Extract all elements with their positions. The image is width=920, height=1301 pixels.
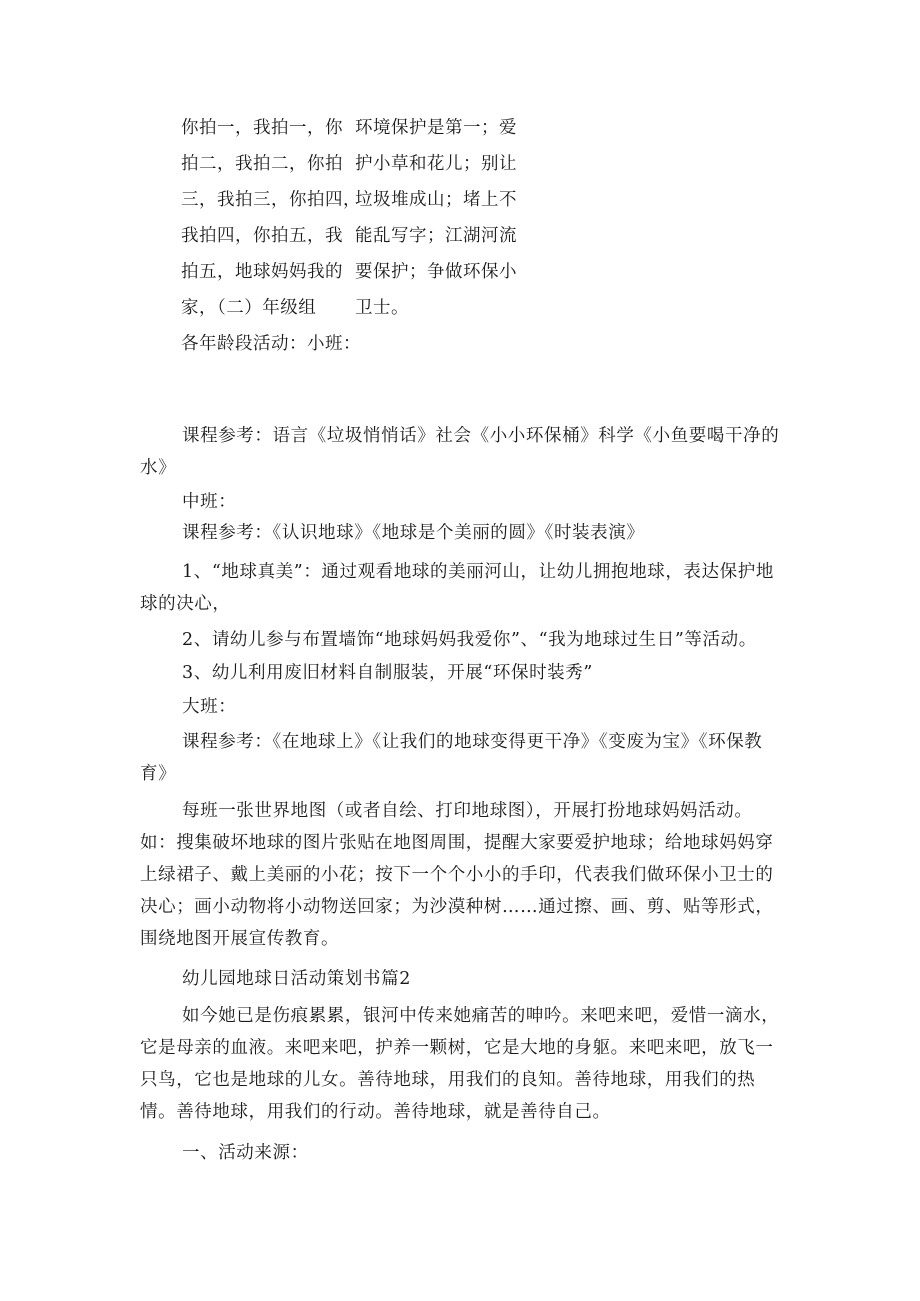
poem-line: 拍五，地球妈妈我的	[181, 262, 343, 282]
big-class-course: 课程参考：《在地球上》《让我们的地球变得更干净》《变废为宝》《环保教育》	[140, 732, 763, 784]
middle-class-title: 中班：	[182, 492, 237, 512]
poem-line: 三，我拍三，你拍四，	[181, 190, 361, 210]
poem-line: 能乱写字；江湖河流	[355, 226, 517, 246]
middle-class-course-block	[140, 517, 786, 549]
poem-line: 拍二，我拍二，你拍	[181, 154, 343, 174]
poem-line: 垃圾堆成山；堵上不	[355, 190, 517, 210]
middle-class-item: 2、请幼儿参与布置墙饰“地球妈妈我爱你”、“我为地球过生日”等活动。	[182, 630, 757, 650]
middle-class-title-block	[140, 486, 786, 518]
poem-right-column	[355, 110, 517, 326]
big-class-activity: 每班一张世界地图（或者自绘、打印地球图），开展打扮地球妈妈活动。如：搜集破坏地球的图片张贴在地图周围，提醒大家要爱护地球；给地球妈妈穿上绿裙子、戴上美丽的小花；按下一个个小小的手印，代表我们做环保小卫士的决心；画小动物将小动物送回家；为沙漠种树……通过擦、画、剪、贴等形式，围绕地图开展宣传教育。	[140, 801, 774, 949]
section2-intro: 如今她已是伤痕累累，银河中传来她痛苦的呻吟。来吧来吧，爱惜一滴水，它是母亲的血液。来吧来吧，护养一颗树，它是大地的身躯。来吧来吧，放飞一只鸟，它也是地球的儿女。善待地球，用我们的良知。善待地球，用我们的热情。善待地球，用我们的行动。善待地球，就是善待自己。	[140, 1006, 780, 1122]
big-class-title-block	[140, 691, 786, 723]
middle-class-item: 1、“地球真美”：通过观看地球的美丽河山，让幼儿拥抱地球，表达保护地球的决心，	[140, 562, 774, 614]
poem-line: 我拍四，你拍五，我	[181, 226, 343, 246]
section2-title-block	[140, 963, 786, 995]
middle-class-course: 课程参考：《认识地球》《地球是个美丽的圆》《时装表演》	[182, 523, 645, 543]
section2-title: 幼儿园地球日活动策划书篇2	[182, 969, 411, 989]
big-class-activity-block	[140, 795, 786, 955]
poem-line: 卫士。	[355, 298, 409, 318]
middle-class-item: 3、幼儿利用废旧材料自制服装，开展“环保时装秀”	[182, 663, 593, 683]
section2-heading1: 一、活动来源：	[182, 1143, 309, 1163]
poem-line: 要保护；争做环保小	[355, 262, 517, 282]
age-activities-heading: 各年龄段活动：小班：	[181, 334, 361, 354]
section2-intro-block	[140, 1000, 786, 1128]
middle-class-item-3-block	[140, 657, 786, 689]
poem-line: 家，（二）年级组	[181, 298, 317, 318]
section2-heading1-block	[140, 1137, 786, 1169]
big-class-course-block	[140, 726, 786, 790]
big-class-title: 大班：	[182, 697, 237, 717]
middle-class-item-2-block	[140, 624, 786, 656]
poem-left-column	[181, 110, 361, 362]
poem-line: 你拍一，我拍一，你	[181, 118, 343, 138]
poem-line: 环境保护是第一；爱	[355, 118, 517, 138]
small-class-course: 课程参考：语言《垃圾悄悄话》社会《小小环保桶》科学《小鱼要喝干净的水》	[140, 426, 780, 478]
poem-line: 护小草和花儿；别让	[355, 154, 517, 174]
middle-class-item-1-block	[140, 556, 786, 620]
